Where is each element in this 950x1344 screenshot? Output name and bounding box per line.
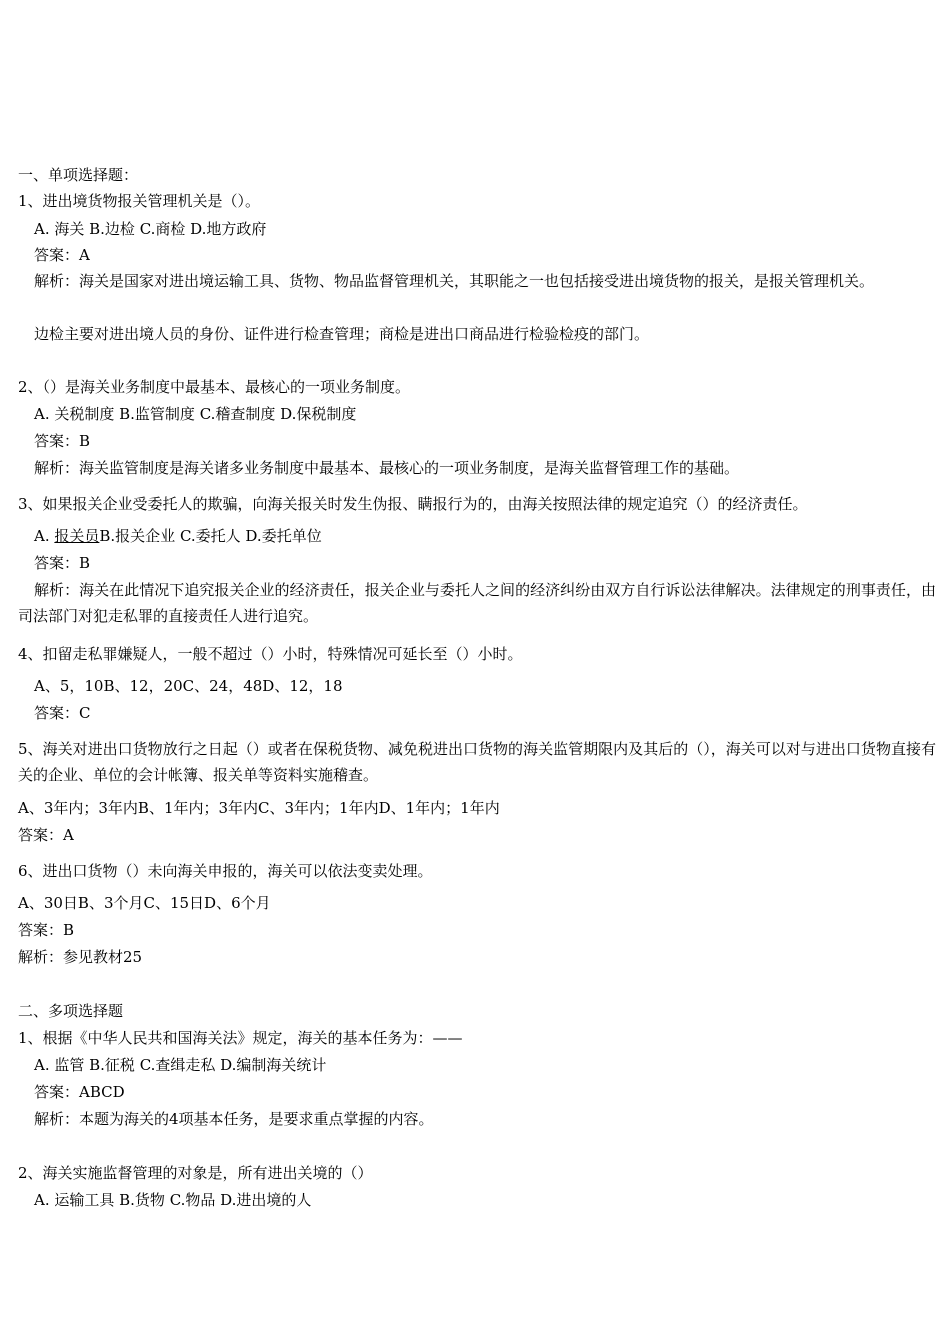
q6-options: A、30日B、3个月C、15日D、6个月 [18, 894, 271, 912]
m1-options: A. 监管 B.征税 C.查缉走私 D.编制海关统计 [34, 1056, 327, 1074]
section-title-multi-choice: 二、多项选择题 [18, 1002, 124, 1020]
q3-option-a-underlined: 报关员 [54, 527, 100, 545]
q3-question: 3、如果报关企业受委托人的欺骗，向海关报关时发生伪报、瞒报行为的，由海关按照法律的规定追究（）的经济责任。 [18, 495, 808, 513]
q2-answer: 答案：B [34, 432, 91, 450]
q6-question: 6、进出口货物（）未向海关申报的，海关可以依法变卖处理。 [18, 862, 433, 880]
q2-question: 2、（）是海关业务制度中最基本、最核心的一项业务制度。 [18, 378, 411, 396]
q1-analysis: 解析：海关是国家对进出境运输工具、货物、物品监督管理机关，其职能之一也包括接受进出境货物的报关，是报关管理机关。 [34, 272, 875, 290]
q3-answer: 答案：B [34, 554, 91, 572]
m1-answer: 答案：ABCD [34, 1083, 125, 1101]
section-title-single-choice: 一、单项选择题： [18, 166, 139, 184]
q3-options [34, 523, 936, 549]
m2-question: 2、海关实施监督管理的对象是，所有进出关境的（） [18, 1164, 373, 1182]
q5-options: A、3年内；3年内B、1年内；3年内C、3年内；1年内D、1年内；1年内 [18, 799, 500, 817]
q6-analysis: 解析：参见教材25 [18, 948, 143, 966]
q1-answer: 答案：A [34, 246, 90, 264]
q4-answer: 答案：C [34, 704, 91, 722]
q3-options-rest: B.报关企业 C.委托人 D.委托单位 [99, 527, 322, 545]
q1-question: 1、进出境货物报关管理机关是（）。 [18, 192, 261, 210]
q2-options: A. 关税制度 B.监管制度 C.稽查制度 D.保税制度 [34, 405, 357, 423]
q4-options: A、5，10B、12，20C、24，48D、12，18 [34, 677, 343, 695]
m1-question: 1、根据《中华人民共和国海关法》规定，海关的基本任务为：—— [18, 1029, 463, 1047]
q4-question: 4、扣留走私罪嫌疑人，一般不超过（）小时，特殊情况可延长至（）小时。 [18, 645, 523, 663]
q5-answer: 答案：A [18, 826, 74, 844]
q1-analysis-note: 边检主要对进出境人员的身份、证件进行检查管理；商检是进出口商品进行检验检疫的部门。 [34, 325, 650, 343]
q3-analysis: 解析：海关在此情况下追究报关企业的经济责任，报关企业与委托人之间的经济纠纷由双方自行诉讼法律解决。法律规定的刑事责任，由司法部门对犯走私罪的直接责任人进行追究。 [18, 581, 936, 625]
q2-analysis: 解析：海关监管制度是海关诸多业务制度中最基本、最核心的一项业务制度，是海关监督管理工作的基础。 [34, 459, 740, 477]
q3-options-prefix: A. [34, 527, 55, 545]
q6-answer: 答案：B [18, 921, 75, 939]
q1-options: A. 海关 B.边检 C.商检 D.地方政府 [34, 220, 267, 238]
m2-options: A. 运输工具 B.货物 C.物品 D.进出境的人 [34, 1191, 312, 1209]
q5-question: 5、海关对进出口货物放行之日起（）或者在保税货物、减免税进出口货物的海关监管期限内及其后的（），海关可以对与进出口货物直接有关的企业、单位的会计帐簿、报关单等资料实施稽查。 [18, 740, 936, 784]
m1-analysis: 解析：本题为海关的4项基本任务，是要求重点掌握的内容。 [34, 1110, 434, 1128]
